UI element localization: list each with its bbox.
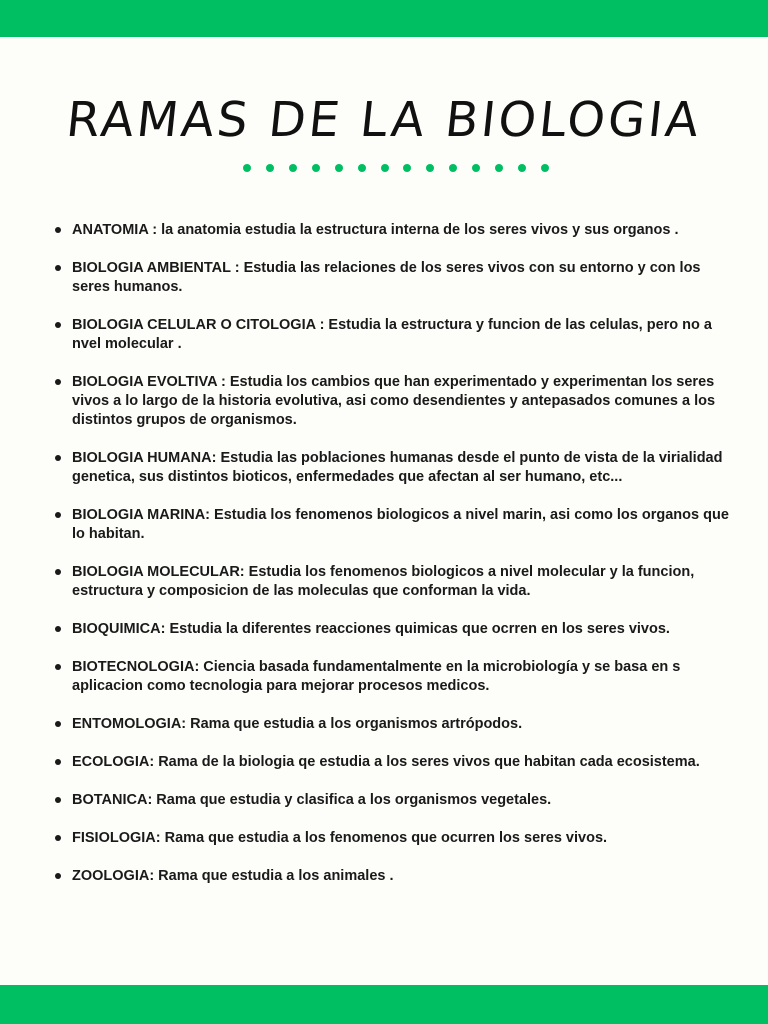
list-item	[52, 221, 732, 240]
list-item	[52, 449, 732, 487]
divider-dot	[266, 164, 274, 172]
divider-dot	[518, 164, 526, 172]
divider-dot	[449, 164, 457, 172]
divider-dot	[472, 164, 480, 172]
bullet-icon	[55, 227, 61, 233]
list-item	[52, 715, 732, 734]
list-item	[52, 658, 732, 696]
bottom-green-band	[0, 985, 768, 1024]
bullet-icon	[55, 265, 61, 271]
bullet-icon	[55, 322, 61, 328]
branch-list	[52, 221, 732, 905]
list-item-text: ANATOMIA : la anatomia estudia la estructura interna de los seres vivos y sus organos .	[72, 222, 679, 238]
divider-dot	[358, 164, 366, 172]
bullet-icon	[55, 835, 61, 841]
divider-dot	[426, 164, 434, 172]
dotted-divider	[243, 163, 549, 173]
bullet-icon	[55, 626, 61, 632]
bullet-icon	[55, 873, 61, 879]
list-item	[52, 867, 732, 886]
list-item-text: BIOLOGIA EVOLTIVA : Estudia los cambios que han experimentado y experimentan los seres vivos a lo largo de la historia evolutiva, asi como desendientes y antepasados comunes a los distintos grupos de organismos.	[72, 374, 716, 428]
list-item	[52, 620, 732, 639]
bullet-icon	[55, 379, 61, 385]
divider-dot	[495, 164, 503, 172]
divider-dot	[335, 164, 343, 172]
bullet-icon	[55, 569, 61, 575]
list-item	[52, 316, 732, 354]
list-item-text: BIOLOGIA CELULAR O CITOLOGIA : Estudia la estructura y funcion de las celulas, pero no a nvel molecular .	[72, 317, 712, 352]
divider-dot	[403, 164, 411, 172]
top-green-band	[0, 0, 768, 37]
divider-dot	[243, 164, 251, 172]
list-item-text: BIOLOGIA AMBIENTAL : Estudia las relaciones de los seres vivos con su entorno y con los seres humanos.	[72, 260, 701, 295]
list-item	[52, 753, 732, 772]
list-item-text: BIOLOGIA HUMANA: Estudia las poblaciones humanas desde el punto de vista de la virialidad genetica, sus distintos bioticos, enfermedades que afectan al ser humano, etc...	[72, 450, 723, 485]
list-item	[52, 506, 732, 544]
divider-dot	[289, 164, 297, 172]
list-item-text: ECOLOGIA: Rama de la biologia qe estudia a los seres vivos que habitan cada ecosistema.	[72, 754, 700, 770]
divider-dot	[541, 164, 549, 172]
bullet-icon	[55, 664, 61, 670]
bullet-icon	[55, 455, 61, 461]
list-item-text: ENTOMOLOGIA: Rama que estudia a los organismos artrópodos.	[72, 716, 523, 732]
divider-dot	[381, 164, 389, 172]
bullet-icon	[55, 512, 61, 518]
bullet-icon	[55, 759, 61, 765]
list-item-text: BIOLOGIA MOLECULAR: Estudia los fenomenos biologicos a nivel molecular y la funcion, estructura y composicion de las moleculas que conforman la vida.	[72, 564, 695, 599]
list-item-text: BIOQUIMICA: Estudia la diferentes reacciones quimicas que ocrren en los seres vivos.	[72, 621, 670, 637]
bullet-icon	[55, 721, 61, 727]
list-item-text: FISIOLOGIA: Rama que estudia a los fenomenos que ocurren los seres vivos.	[72, 830, 608, 846]
list-item-text: BOTANICA: Rama que estudia y clasifica a los organismos vegetales.	[72, 792, 552, 808]
list-item-text: BIOTECNOLOGIA: Ciencia basada fundamentalmente en la microbiología y se basa en s aplicacion como tecnologia para mejorar procesos medicos.	[72, 659, 681, 694]
list-item-text: ZOOLOGIA: Rama que estudia a los animales .	[72, 868, 394, 884]
divider-dot	[312, 164, 320, 172]
bullet-icon	[55, 797, 61, 803]
list-item-text: BIOLOGIA MARINA: Estudia los fenomenos biologicos a nivel marin, asi como los organos que lo habitan.	[72, 507, 729, 542]
list-item	[52, 791, 732, 810]
page-title: RAMAS DE LA BIOLOGIA	[63, 92, 705, 148]
list-item	[52, 829, 732, 848]
list-item	[52, 259, 732, 297]
list-item	[52, 563, 732, 601]
list-item	[52, 373, 732, 430]
